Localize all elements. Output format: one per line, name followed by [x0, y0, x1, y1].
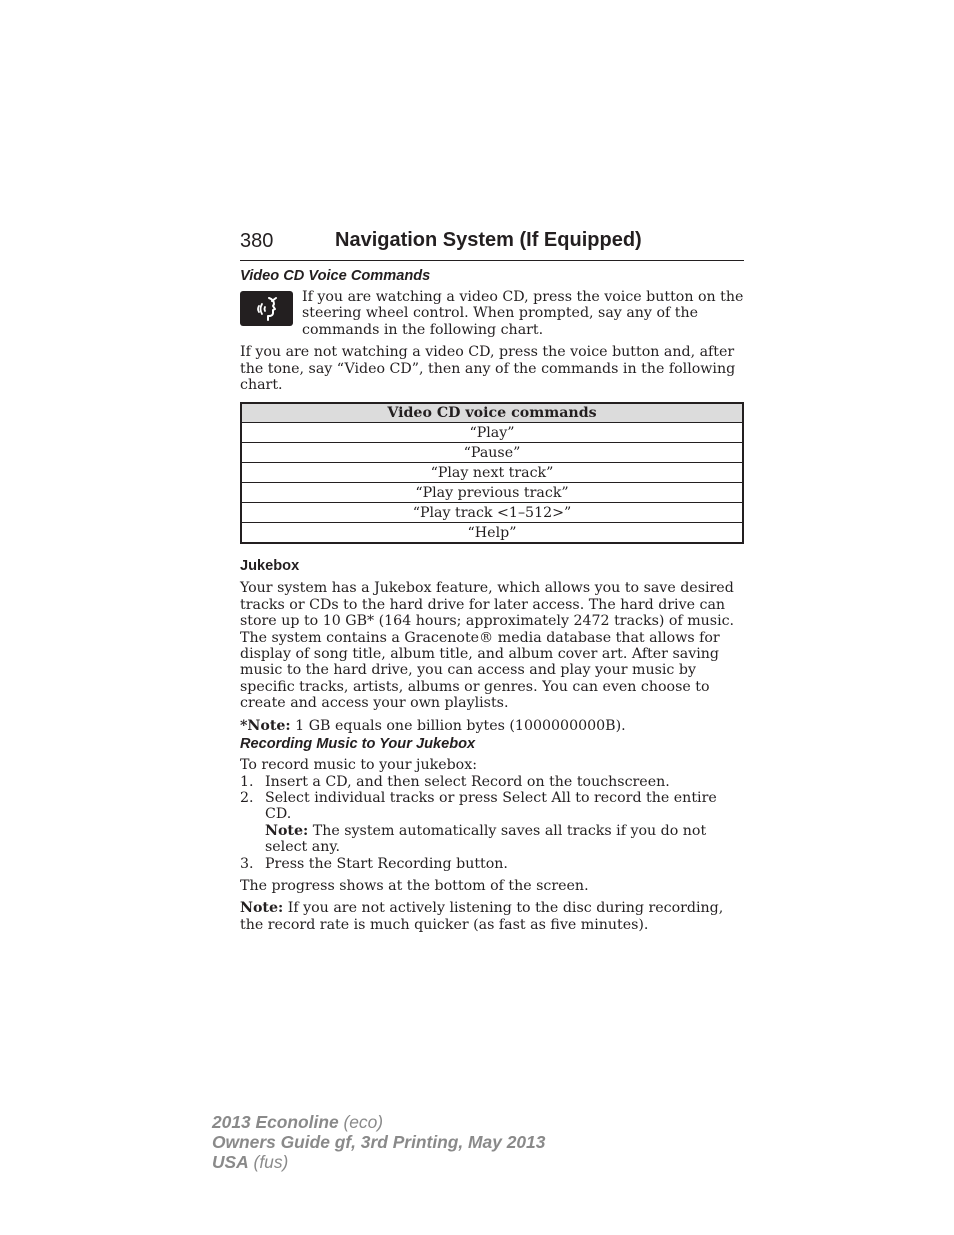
step-text: Select individual tracks or press Select All to record the entire CD. — [265, 789, 717, 823]
note-label: Note: — [265, 822, 309, 839]
footer-model: 2013 Econoline — [212, 1112, 339, 1132]
table-row: “Pause” — [241, 443, 743, 463]
table-row: “Play track <1–512>” — [241, 503, 743, 523]
progress-paragraph: The progress shows at the bottom of the screen. — [240, 877, 589, 894]
table-header: Video CD voice commands — [241, 403, 743, 423]
footer-market: USA — [212, 1152, 249, 1172]
note-label: Note: — [240, 900, 284, 917]
list-item — [240, 856, 744, 872]
voice-command-icon — [240, 291, 293, 326]
footer-line-1 — [212, 1112, 545, 1132]
voice-instruction — [240, 291, 744, 338]
voice-instruction-text: If you are watching a video CD, press the voice button on the steering wheel control. When prompted, say any of the commands in the following chart. — [302, 289, 744, 338]
table-row: “Play previous track” — [241, 483, 743, 503]
jukebox-paragraph: Your system has a Jukebox feature, which allows you to save desired tracks or CDs to the hard drive for later access. The hard drive can store up to 10 GB* (164 hours; approximately 2472 tracks) of music. The system contains a Gracenote® media database that allows for display of song title, album title, and album cover art. After saving music to the hard drive, you can access and play your music by specific tracks, artists, albums or genres. You can even choose to create and access your own playlists. — [240, 580, 735, 712]
video-cd-commands-table — [240, 402, 744, 544]
page-header — [240, 228, 744, 261]
table-row: “Play” — [241, 423, 743, 443]
step-number: 3. — [240, 855, 254, 872]
step-number: 1. — [240, 773, 254, 790]
video-cd-heading: Video CD Voice Commands — [240, 268, 431, 284]
footer-model-code: (eco) — [338, 1112, 384, 1132]
jukebox-heading: Jukebox — [240, 558, 300, 575]
step-text: Insert a CD, and then select Record on the touchscreen. — [265, 773, 670, 790]
recording-steps — [240, 774, 744, 872]
note-label: *Note: — [240, 717, 291, 734]
page-footer — [212, 1112, 545, 1172]
step-number: 2. — [240, 789, 254, 806]
table-row: “Help” — [241, 523, 743, 544]
video-cd-paragraph: If you are not watching a video CD, press the voice button and, after the tone, say “Video CD”, then any of the commands in the following chart. — [240, 344, 736, 394]
note-text: If you are not actively listening to the disc during recording, the record rate is much quicker (as fast as five minutes). — [240, 900, 724, 933]
voice-face-icon — [253, 295, 281, 323]
footer-line-3 — [212, 1152, 545, 1172]
recording-note — [240, 900, 744, 933]
page-content — [240, 266, 744, 933]
step-body — [265, 790, 744, 856]
list-item — [240, 774, 744, 790]
step-text: Press the Start Recording button. — [265, 855, 508, 872]
page-number: 380 — [240, 230, 274, 252]
recording-heading: Recording Music to Your Jukebox — [240, 736, 476, 753]
footer-guide: Owners Guide gf, 3rd Printing, May 2013 — [212, 1132, 546, 1152]
footer-market-code: (fus) — [248, 1152, 289, 1172]
note-text: The system automatically saves all tracks if you do not select any. — [265, 822, 707, 856]
jukebox-note — [240, 718, 744, 734]
table-row: “Play next track” — [241, 463, 743, 483]
page-title: Navigation System (If Equipped) — [335, 229, 642, 251]
recording-intro: To record music to your jukebox: — [240, 757, 477, 774]
list-item — [240, 790, 744, 856]
note-text: 1 GB equals one billion bytes (1000000000B). — [290, 717, 626, 734]
footer-line-2 — [212, 1132, 545, 1152]
